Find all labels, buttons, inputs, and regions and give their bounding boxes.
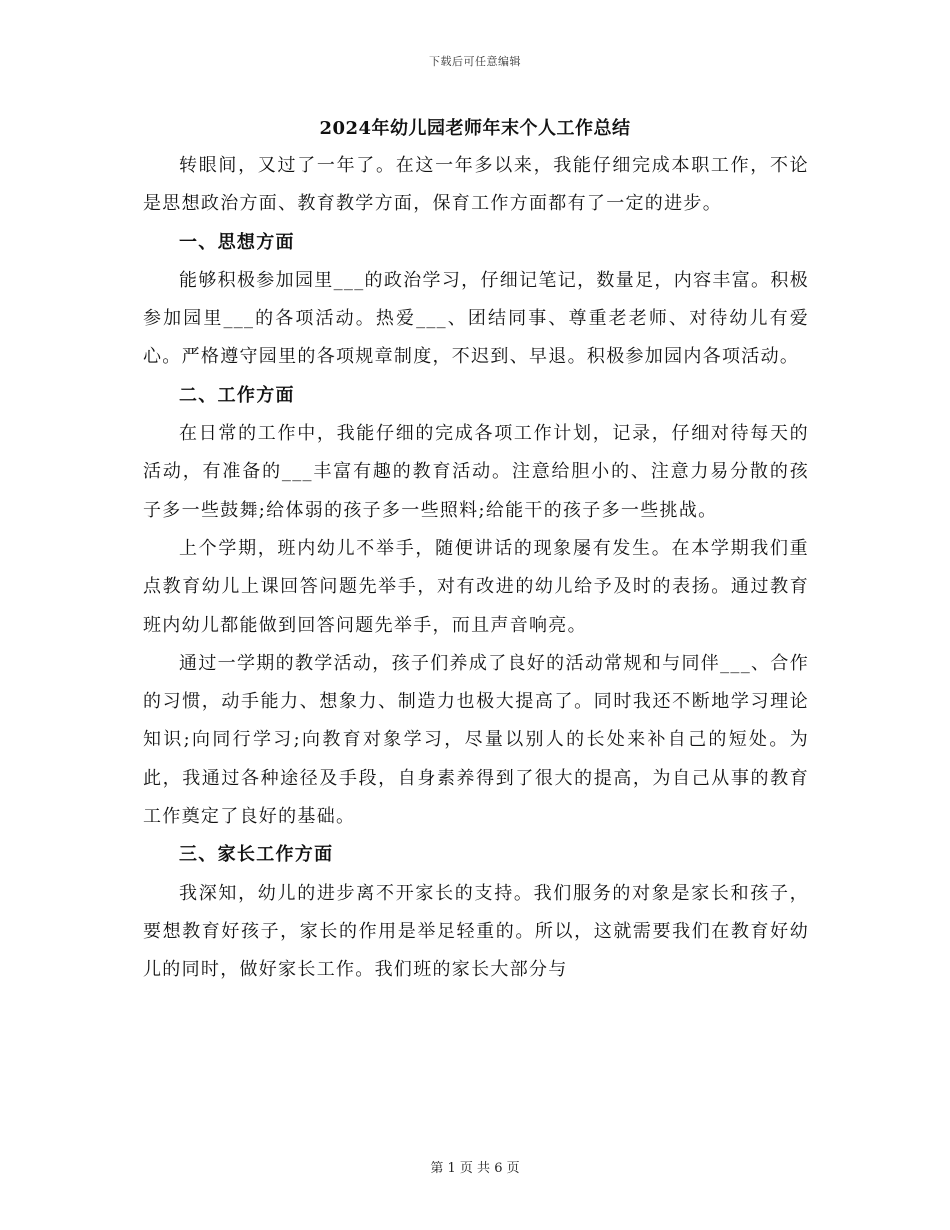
page-header-note: 下载后可任意编辑 [429, 55, 521, 68]
parents-paragraph: 我深知，幼儿的进步离不开家长的支持。我们服务的对象是家长和孩子，要想教育好孩子，家长的作用是举足轻重的。所以，这就需要我们在教育好幼儿的同时，做好家长工作。我们班的家长大部分与 [143, 882, 809, 981]
work-paragraph-1: 在日常的工作中，我能仔细的完成各项工作计划，记录，仔细对待每天的活动，有准备的___丰富有趣的教育活动。注意给胆小的、注意力易分散的孩子多一些鼓舞;给体弱的孩子多一些照料;给能干的孩子多一些挑战。 [143, 423, 809, 521]
work-paragraph-2: 上个学期，班内幼儿不举手，随便讲话的现象屡有发生。在本学期我们重点教育幼儿上课回答问题先举手，对有改进的幼儿给予及时的表扬。通过教育班内幼儿都能做到回答问题先举手，而且声音响亮。 [143, 537, 809, 636]
intro-paragraph: 转眼间，又过了一年了。在这一年多以来，我能仔细完成本职工作，不论是思想政治方面、教育教学方面，保育工作方面都有了一定的进步。 [143, 155, 809, 215]
page-number: 第 1 页 共 6 页 [430, 1161, 520, 1176]
document-body [143, 147, 809, 990]
section-heading-parents: 三、家长工作方面 [179, 844, 334, 866]
section-heading-thought: 一、思想方面 [179, 231, 295, 253]
section-heading-work: 二、工作方面 [179, 384, 295, 406]
thought-paragraph: 能够积极参加园里___的政治学习，仔细记笔记，数量足，内容丰富。积极参加园里___的各项活动。热爱___、团结同事、尊重老老师、对待幼儿有爱心。严格遵守园里的各项规章制度，不迟到、早退。积极参加园内各项活动。 [143, 269, 809, 368]
work-paragraph-3: 通过一学期的教学活动，孩子们养成了良好的活动常规和与同伴___、合作的习惯，动手能力、想象力、制造力也极大提高了。同时我还不断地学习理论知识;向同行学习;向教育对象学习，尽量以别人的长处来补自己的短处。为此，我通过各种途径及手段，自身素养得到了很大的提高，为自己从事的教育工作奠定了良好的基础。 [143, 652, 809, 828]
document-title: 2024年幼儿园老师年末个人工作总结 [319, 118, 631, 139]
